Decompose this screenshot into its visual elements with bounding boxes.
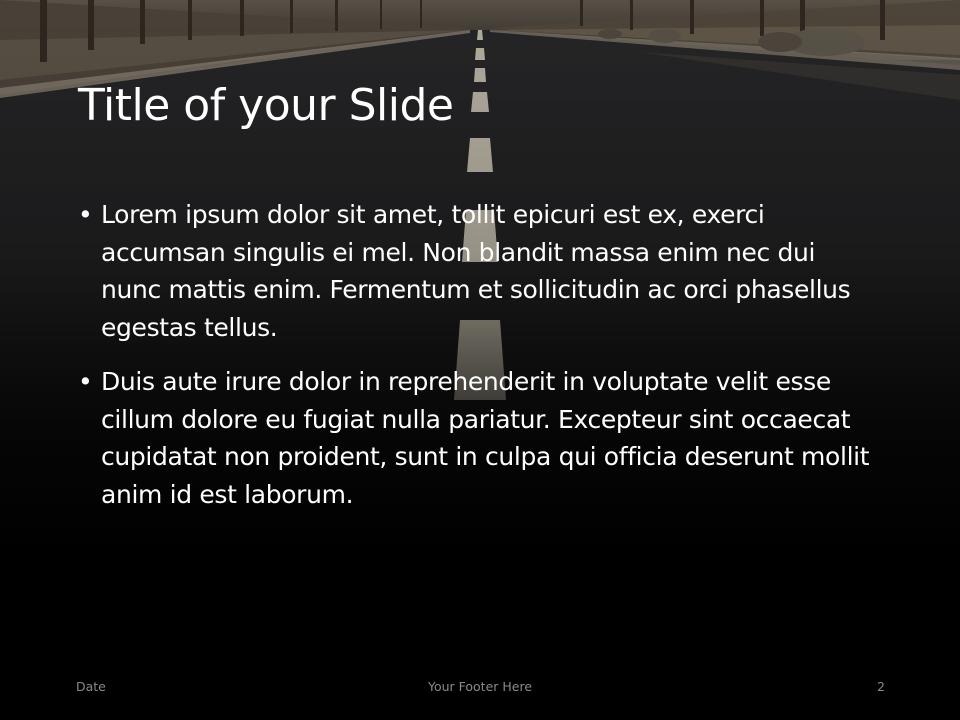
footer-text: Your Footer Here bbox=[427, 679, 533, 694]
slide-title[interactable]: Title of your Slide bbox=[78, 80, 454, 131]
bullet-item bbox=[78, 196, 878, 346]
footer-date: Date bbox=[76, 679, 106, 694]
bullet-text: Duis aute irure dolor in reprehenderit in voluptate velit esse cillum dolore eu fugiat nulla pariatur. Excepteur sint occaecat cupidatat non proident, sunt in culpa qui officia deserunt mollit anim id est laborum. bbox=[101, 367, 870, 509]
bullet-text: Lorem ipsum dolor sit amet, tollit epicuri est ex, exerci accumsan singulis ei mel. Non blandit massa enim nec dui nunc mattis enim. Fermentum et sollicitudin ac orci phasellus egestas tellus. bbox=[101, 200, 851, 342]
bullet-icon: • bbox=[78, 367, 93, 396]
slide-number: 2 bbox=[877, 679, 885, 694]
bullet-item bbox=[78, 363, 878, 513]
slide-content[interactable] bbox=[78, 196, 878, 530]
bullet-icon: • bbox=[78, 200, 93, 229]
